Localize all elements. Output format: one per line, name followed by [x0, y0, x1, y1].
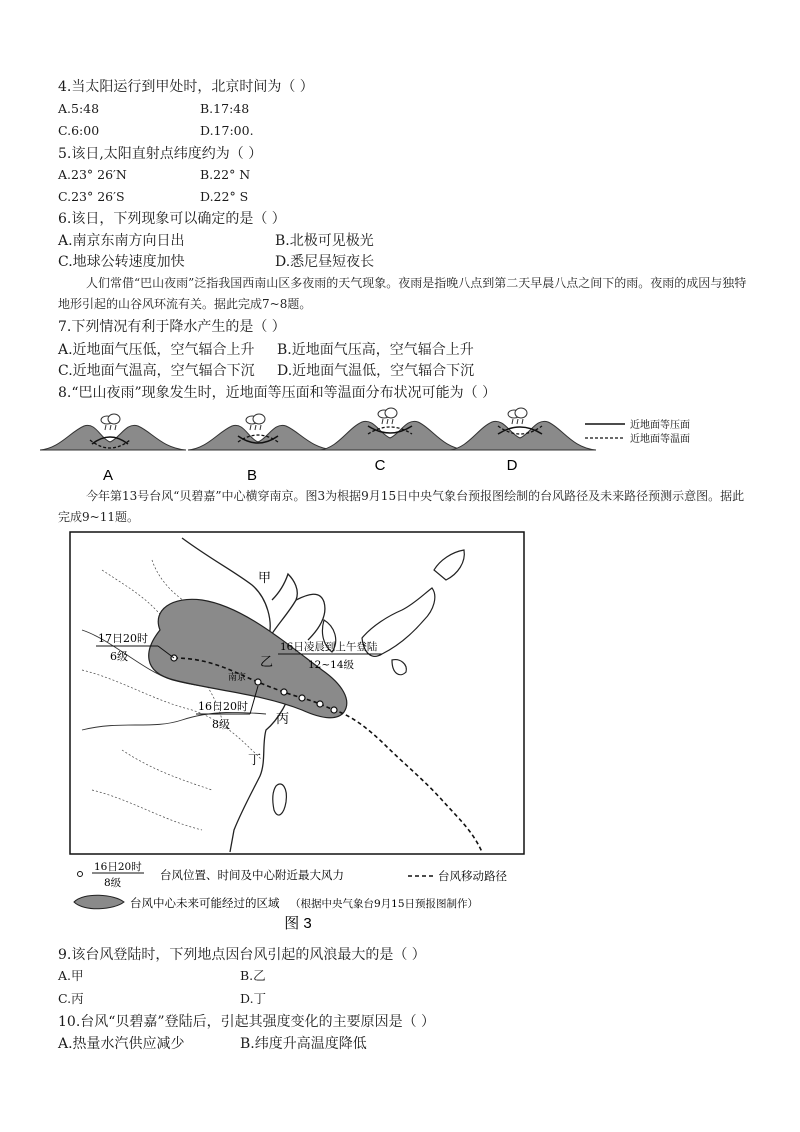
q10-option-a[interactable]: A.热量水汽供应减少: [58, 1036, 185, 1052]
q5-stem: 5.该日,太阳直射点纬度约为（ ）: [58, 146, 263, 162]
q6-option-d[interactable]: D.悉尼昼短夜长: [275, 254, 375, 270]
q4-option-b[interactable]: B.17:48: [200, 101, 250, 116]
cloud-icon: [378, 408, 397, 424]
diagram-label-d: D: [506, 457, 518, 474]
legend-solid-label: 近地面等压面: [630, 420, 690, 431]
diagram-option-a[interactable]: [40, 414, 186, 484]
q7-stem: 7.下列情况有利于降水产生的是（ ）: [58, 319, 286, 335]
q4-stem: 4.当太阳运行到甲处时，北京时间为（ ）: [58, 79, 314, 95]
q4-option-c[interactable]: C.6:00: [58, 123, 100, 138]
q6-stem: 6.该日，下列现象可以确定的是（ ）: [58, 211, 286, 227]
q10-stem: 10.台风“贝碧嘉”登陆后，引起其强度变化的主要原因是（ ）: [58, 1014, 436, 1030]
callout-time: 16日20时: [198, 700, 248, 713]
diagram-option-b[interactable]: [188, 414, 334, 484]
q7-option-d[interactable]: D.近地面气温低，空气辐合下沉: [277, 363, 475, 379]
callout-level: 6级: [110, 650, 128, 663]
q6-option-b[interactable]: B.北极可见极光: [275, 233, 374, 249]
callout-level: 12~14级: [308, 659, 355, 671]
place-jia: 甲: [258, 571, 272, 586]
q5-option-a[interactable]: A.23° 26′N: [58, 167, 127, 182]
legend-area-desc: 台风中心未来可能经过的区域: [130, 896, 280, 910]
isobar-isotherm-diagrams: [40, 404, 760, 486]
q7-option-c[interactable]: C.近地面气温高，空气辐合下沉: [58, 363, 255, 379]
place-ding: 丁: [248, 753, 262, 768]
diagram-label-a: A: [102, 467, 114, 484]
q6-option-c[interactable]: C.地球公转速度加快: [58, 254, 185, 270]
q5-option-b[interactable]: B.22° N: [200, 167, 251, 182]
figure-caption: 图 3: [284, 915, 312, 930]
diagram-label-c: C: [374, 457, 386, 474]
q9-option-c[interactable]: C.丙: [58, 991, 84, 1006]
diagram-legend: [585, 418, 690, 445]
q9-stem: 9.该台风登陆时，下列地点因台风引起的风浪最大的是（ ）: [58, 947, 426, 963]
legend-sample-time: 16日20时: [94, 861, 142, 873]
q9-option-b[interactable]: B.乙: [240, 968, 266, 983]
legend-sample-level: 8级: [104, 877, 122, 889]
passage-bashan-night-rain: 人们常借“巴山夜雨”泛指我国西南山区多夜雨的天气现象。夜雨是指晚八点到第二天早晨八点之间下的雨。夜雨的成因与独特地形引起的山谷风环流有关。据此完成7~8题。: [58, 276, 747, 311]
legend-dashed-label: 近地面等温面: [630, 434, 690, 445]
callout-level: 8级: [212, 718, 230, 731]
passage-typhoon: 今年第13号台风“贝碧嘉”中心横穿南京。图3为根据9月15日中央气象台预报图绘制的台风路径及未来路径预测示意图。据此完成9~11题。: [58, 489, 745, 524]
callout-time: 16日凌晨到上午登陆: [280, 641, 378, 653]
q9-option-d[interactable]: D.丁: [240, 991, 267, 1006]
diagram-label-b: B: [246, 467, 258, 484]
q5-option-d[interactable]: D.22° S: [200, 189, 249, 204]
legend-point-desc: 台风位置、时间及中心附近最大风力: [160, 868, 344, 882]
cloud-icon: [101, 414, 120, 430]
cloud-icon: [246, 414, 265, 430]
q5-option-c[interactable]: C.23° 26′S: [58, 189, 125, 204]
typhoon-path-map: [62, 530, 542, 930]
q4-option-a[interactable]: A.5:48: [58, 101, 100, 116]
place-bing: 丙: [276, 712, 290, 727]
place-nanjing: 南京: [228, 673, 247, 683]
cloud-icon: [508, 408, 527, 424]
q4-option-d[interactable]: D.17:00.: [200, 123, 254, 138]
diagram-option-d[interactable]: [450, 408, 596, 474]
q10-option-b[interactable]: B.纬度升高温度降低: [240, 1036, 367, 1052]
place-yi: 乙: [260, 655, 274, 670]
q8-stem: 8.“巴山夜雨”现象发生时，近地面等压面和等温面分布状况可能为（ ）: [58, 385, 497, 401]
q6-option-a[interactable]: A.南京东南方向日出: [58, 233, 185, 249]
diagram-option-c[interactable]: [320, 408, 466, 474]
legend-path-desc: 台风移动路径: [438, 869, 507, 883]
q7-option-b[interactable]: B.近地面气压高，空气辐合上升: [277, 342, 474, 358]
q7-option-a[interactable]: A.近地面气压低，空气辐合上升: [58, 342, 255, 358]
legend-note: （根据中央气象台9月15日预报图制作）: [290, 898, 479, 910]
q9-option-a[interactable]: A.甲: [58, 968, 84, 983]
callout-time: 17日20时: [98, 632, 148, 645]
map-legend: [74, 860, 507, 910]
